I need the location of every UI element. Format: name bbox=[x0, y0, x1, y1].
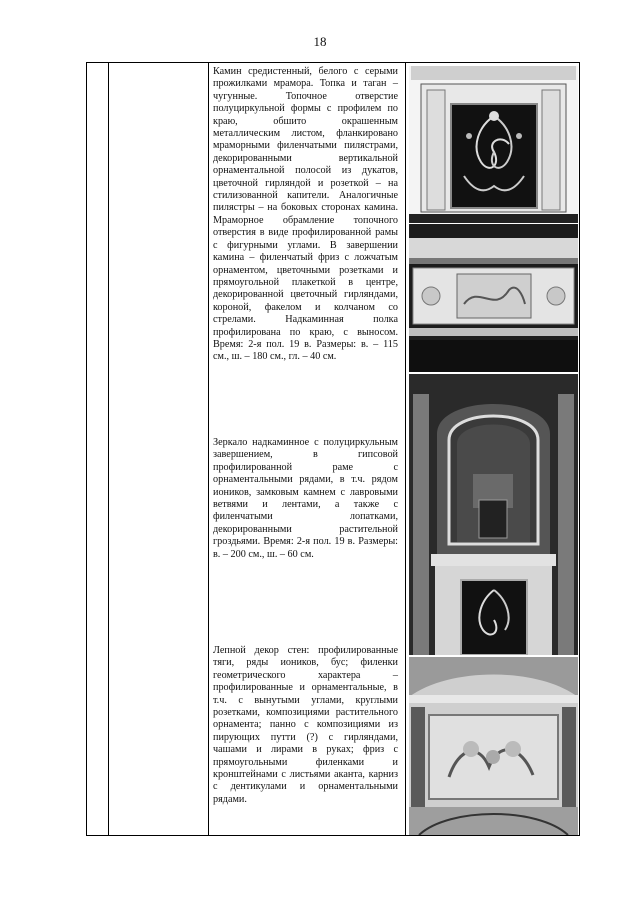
column-divider bbox=[108, 63, 109, 835]
column-divider bbox=[405, 63, 406, 835]
stucco-panel-photo bbox=[409, 657, 578, 835]
entry-stucco-text bbox=[213, 645, 398, 806]
entry-mirror-paragraph: Зеркало надкаминное с полуциркульным завершением, в гипсовой профилированной раме с орнаментальными рядами, в т.ч. рядом иоников, замковым камнем с лавровыми ветвями и лентами, а также с филенчатыми лопатками, декорированными растительной гроздьями. Время: 2-я пол. 19 в. Размеры: в. – 200 см., ш. – 60 см. bbox=[213, 437, 398, 560]
entry-stucco-paragraph: Лепной декор стен: профилированные тяги, ряды иоников, бус; филенки геометрического характера – профилированные и орнаментальные, в т.ч. с вынутыми углами, круглыми розетками, композициями растительного орнамента; панно с композициями из пирующих путти (?) с гирляндами, чашами и лирами в руках; фриз с прямоугольными филенками и кронштейнами с листьями аканта, карниз с дентикулами и орнаментальными рядами. bbox=[213, 645, 398, 805]
page-number: 18 bbox=[313, 34, 327, 49]
column-divider bbox=[208, 63, 209, 835]
fireplace-photo bbox=[409, 66, 578, 223]
entry-fireplace-paragraph: Камин средистенный, белого с серыми прожилками мрамора. Топка и таган – чугунные. Топочное отверстие полуциркульной формы с профилем по краю, обшито окрашенным металлическим листом, фланкировано мраморными филенчатыми пилястрами, декорированными вертикальной орнаментальной полосой из дукатов, цветочной гирляндой и розеткой – на стилизованной капители. Аналогичные пилястры – на боковых сторонах камина. Мраморное обрамление топочного отверстия в виде профилированной рамы с фигурными углами. В завершении камина – филенчатый фриз с ложчатым орнаментом, цветочными розетками и прямоугольной плакеткой в центре, декорированной цветочный гирляндами, короной, факелом и колчаном со стрелами. Надкаминная полка профилирована по краю, с выносом. Время: 2-я пол. 19 в. Размеры: в. – 115 см., ш. – 180 см., гл. – 40 см. bbox=[213, 66, 398, 363]
entry-fireplace-text bbox=[213, 66, 398, 364]
frieze-photo bbox=[409, 224, 578, 372]
entry-mirror-text bbox=[213, 437, 398, 561]
mirror-photo bbox=[409, 374, 578, 655]
